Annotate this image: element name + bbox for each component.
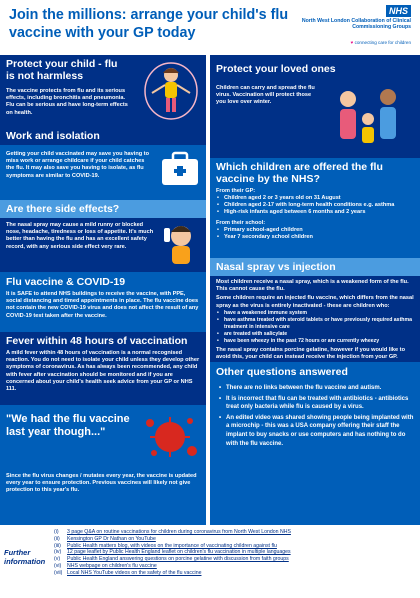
loved-ones-section bbox=[210, 55, 420, 158]
further-link-item[interactable] bbox=[54, 529, 291, 536]
last-year-text: Since the flu virus changes / mutates every year, the vaccine is updated every year to ensure protection. Previous vaccines will likely not give protection to this year's flu. bbox=[6, 473, 197, 494]
work-heading: Work and isolation bbox=[6, 130, 100, 142]
which-children-heading: Which children are offered the flu vaccine by the NHS? bbox=[216, 161, 383, 185]
nasal-spray-child-icon bbox=[160, 220, 202, 268]
other-questions-section bbox=[210, 362, 420, 525]
page-title: Join the millions: arrange your child's flu vaccine with your GP today bbox=[9, 7, 289, 41]
list-item: • Children aged 2 or 3 years old on 31 August bbox=[216, 195, 416, 202]
school-list bbox=[216, 227, 416, 241]
list-item: • Primary school-aged children bbox=[216, 227, 416, 234]
covid-section bbox=[0, 272, 206, 332]
heart-icon: ♥ bbox=[350, 40, 354, 45]
further-link-item[interactable] bbox=[54, 556, 291, 563]
item-number: (vi) bbox=[54, 562, 62, 569]
gp-label: From their GP: bbox=[216, 188, 256, 194]
list-item: • have been wheezy in the past 72 hours or are currently wheezy bbox=[216, 338, 416, 345]
briefcase-icon bbox=[160, 151, 200, 187]
other-heading: Other questions answered bbox=[216, 366, 348, 378]
nasal-list bbox=[216, 310, 416, 345]
last-year-heading: "We had the flu vaccine last year though..." bbox=[6, 413, 130, 438]
further-link-item[interactable] bbox=[54, 536, 291, 543]
further-link[interactable]: NHS webpage on children's flu vaccine bbox=[67, 562, 157, 569]
further-link[interactable]: Public Health England answering questions on porcine gelatine with discussion from faith groups bbox=[67, 556, 289, 563]
nasal-heading: Nasal spray vs injection bbox=[216, 261, 336, 273]
nasal-para2: Some children require an injected flu vaccine, which differs from the nasal spray as the virus is entirely inactivated - these are children who: bbox=[216, 295, 414, 309]
further-link-item[interactable] bbox=[54, 570, 291, 577]
other-list bbox=[218, 384, 414, 448]
nasal-intro: Most children receive a nasal spray, which is a weakened form of the flu. This cannot cause the flu. bbox=[216, 279, 409, 293]
fever-heading: Fever within 48 hours of vaccination bbox=[6, 335, 188, 347]
further-link[interactable]: 3 page Q&A on routine vaccinations for children during coronavirus from North West London NHS bbox=[67, 529, 291, 535]
organisation-name: North West London Collaboration of Clinical Commissioning Groups bbox=[301, 18, 411, 30]
nasal-spray-section bbox=[210, 258, 420, 362]
list-item: • High-risk infants aged between 6 months and 2 years bbox=[216, 209, 416, 216]
work-text: Getting your child vaccinated may save you having to miss work or arrange childcare if your child catches the flu. It may also save you having to isolate, as flu symptoms are similar to COVID-19. bbox=[6, 151, 149, 179]
further-link-item[interactable] bbox=[54, 549, 291, 556]
protect-child-section bbox=[0, 55, 206, 127]
covid-text: It is SAFE to attend NHS buildings to receive the vaccine, with PPE, social distancing and timed appointments in place. The flu vaccine does not contain the new COVID-19 virus and does not affect the result of any COVID-19 test taken after the vaccine. bbox=[6, 291, 199, 319]
fever-section bbox=[0, 332, 206, 405]
loved-ones-heading: Protect your loved ones bbox=[216, 63, 336, 75]
further-info-list bbox=[54, 529, 291, 577]
loved-ones-text: Children can carry and spread the flu virus. Vaccination will protect those you love over winter. bbox=[216, 85, 315, 106]
list-item: • Year 7 secondary school children bbox=[216, 234, 416, 241]
side-effects-heading: Are there side effects? bbox=[6, 203, 120, 215]
list-item: • have asthma treated with steroid tablets or have previously required asthma treatment in intensive care bbox=[216, 317, 416, 331]
virus-icon bbox=[140, 411, 200, 463]
side-effects-section bbox=[0, 200, 206, 272]
nhs-logo: NHS bbox=[386, 5, 411, 17]
further-link[interactable]: Public Health matters blog, with videos on the importance of vaccinating children against flu bbox=[67, 542, 277, 549]
item-number: (ii) bbox=[54, 535, 60, 542]
list-item: • There are no links between the flu vaccine and autism. bbox=[218, 384, 414, 393]
item-number: (iv) bbox=[54, 549, 62, 556]
side-effects-text: The nasal spray may cause a mild runny or blocked nose, headache, tiredness or loss of appetite. It's much better than having the flu and has an excellent safety record, with any serious side effect very rare. bbox=[6, 222, 154, 250]
protect-child-text: The vaccine protects from flu and its serious effects, including bronchitis and pneumonia. Flu can be serious and have long-term effects on health. bbox=[6, 88, 128, 116]
covid-heading: Flu vaccine & COVID-19 bbox=[6, 276, 126, 288]
last-year-section bbox=[0, 405, 206, 525]
list-item: • It is incorrect that flu can be treated with antibiotics - antibiotics treat only bacteria while flu is caused by a virus. bbox=[218, 395, 414, 412]
further-information bbox=[0, 528, 420, 598]
further-link-item[interactable] bbox=[54, 543, 291, 550]
tagline bbox=[351, 40, 411, 45]
gp-list bbox=[216, 195, 416, 216]
item-number: (vii) bbox=[54, 569, 63, 576]
list-item: • are treated with salicylate bbox=[216, 331, 416, 338]
further-link[interactable]: Kensington GP Dr Nathan on YouTube bbox=[67, 535, 156, 542]
school-label: From their school: bbox=[216, 220, 266, 227]
family-icon bbox=[328, 79, 414, 153]
protect-child-heading: Protect your child - flu is not harmless bbox=[6, 58, 118, 82]
further-link[interactable]: 12 page leaflet by Public Health England leaflet on children's flu vaccination in multiple languages bbox=[67, 549, 291, 556]
item-number: (v) bbox=[54, 556, 61, 563]
list-item: • have a weakened immune system bbox=[216, 310, 416, 317]
gelatine-text: The nasal spray contains porcine gelatine, however if you would like to avoid this, your child can instead receive the injection from your GP. bbox=[216, 346, 405, 361]
child-jumping-rope-icon bbox=[140, 59, 202, 123]
list-item: • Children aged 2-17 with long-term health conditions e.g. asthma bbox=[216, 202, 416, 209]
further-link[interactable]: Local NHS YouTube videos on the safety of the flu vaccine bbox=[67, 569, 202, 576]
fever-text: A mild fever within 48 hours of vaccination is a normal recognised reaction. You do not need to isolate your child unless they develop other symptoms of coronavirus. As has always been recommended, any child with fever after vaccination should be monitored and if you are concerned about your child's health seek advice from your GP or NHS 111. bbox=[6, 350, 200, 393]
poster-header bbox=[0, 0, 420, 50]
item-number: (iii) bbox=[54, 542, 61, 549]
which-children-section bbox=[210, 158, 420, 258]
item-number: (i) bbox=[54, 529, 59, 535]
further-link-item[interactable] bbox=[54, 563, 291, 570]
work-isolation-section bbox=[0, 127, 206, 200]
further-info-label: Further information bbox=[4, 548, 46, 566]
list-item: • An edited video was shared showing people being implanted with a microchip - this was a USA company offering their staff the implant to buy snacks or use computers and has nothing to do with the flu vaccine. bbox=[218, 414, 414, 448]
tagline-text: connecting care for children bbox=[354, 40, 411, 45]
